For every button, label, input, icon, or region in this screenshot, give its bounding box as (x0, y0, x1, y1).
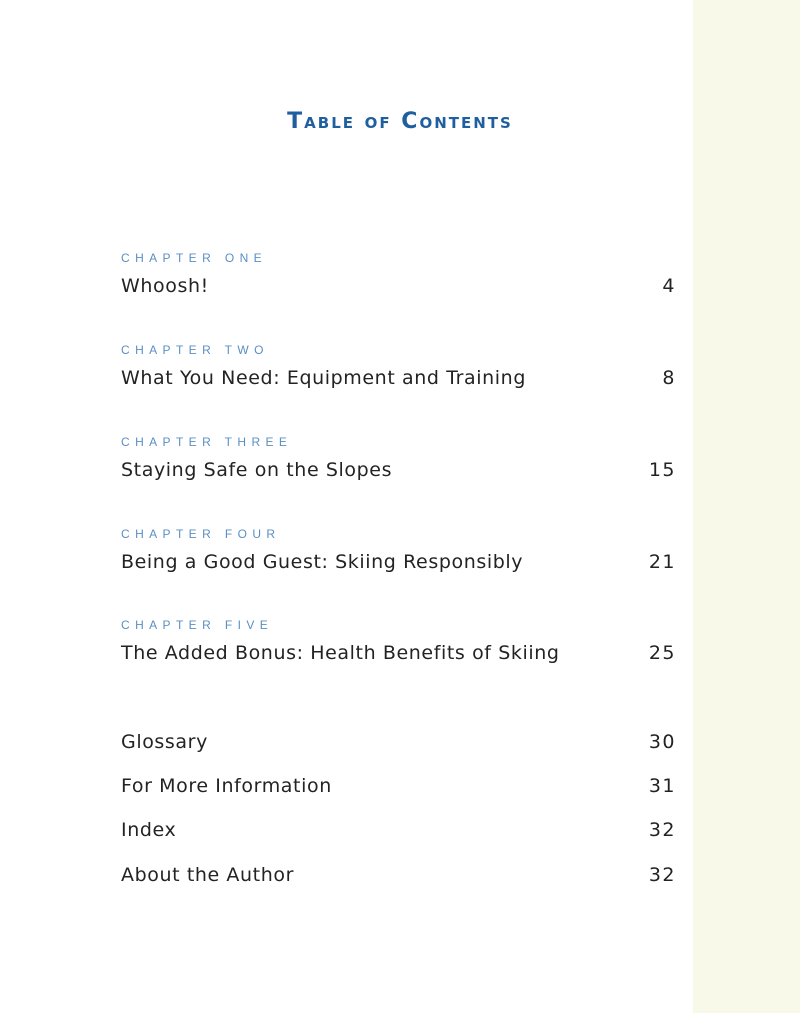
section-title: Glossary (121, 731, 208, 753)
page-number: 4 (662, 275, 676, 297)
page-number: 31 (648, 775, 676, 797)
toc-row (121, 817, 676, 843)
page-number: 15 (648, 459, 676, 481)
toc-row (121, 457, 676, 483)
page-number: 32 (648, 864, 676, 886)
chapter-title: The Added Bonus: Health Benefits of Skiing (121, 642, 560, 664)
toc-row (121, 862, 676, 888)
chapter-title: Staying Safe on the Slopes (121, 459, 393, 481)
toc-back-matter-entry[interactable] (121, 729, 676, 755)
toc-back-matter-entry[interactable] (121, 817, 676, 843)
chapter-title: What You Need: Equipment and Training (121, 367, 526, 389)
chapter-number-label: CHAPTER THREE (121, 435, 293, 449)
section-title: Index (121, 819, 177, 841)
toc-chapter-entry[interactable] (121, 618, 676, 666)
toc-chapter-entry[interactable] (121, 527, 676, 575)
page-number: 8 (662, 367, 676, 389)
toc-row (121, 773, 676, 799)
toc-back-matter-entry[interactable] (121, 862, 676, 888)
toc-row (121, 729, 676, 755)
toc-row (121, 640, 676, 666)
chapter-title: Whoosh! (121, 275, 209, 297)
section-title: For More Information (121, 775, 332, 797)
toc-row (121, 365, 676, 391)
section-title: About the Author (121, 864, 295, 886)
toc-chapter-entry[interactable] (121, 435, 676, 483)
side-margin-band (693, 0, 800, 1013)
toc-row (121, 549, 676, 575)
chapter-title: Being a Good Guest: Skiing Responsibly (121, 551, 524, 573)
page-number: 32 (648, 819, 676, 841)
page-number: 25 (648, 642, 676, 664)
chapter-number-label: CHAPTER FIVE (121, 618, 274, 632)
toc-chapter-entry[interactable] (121, 251, 676, 299)
chapter-number-label: CHAPTER FOUR (121, 527, 281, 541)
toc-back-matter-entry[interactable] (121, 773, 676, 799)
chapter-number-label: CHAPTER ONE (121, 251, 268, 265)
page-number: 30 (648, 731, 676, 753)
page-number: 21 (648, 551, 676, 573)
chapter-number-label: CHAPTER TWO (121, 343, 269, 357)
toc-chapter-entry[interactable] (121, 343, 676, 391)
toc-heading: Table of Contents (287, 109, 513, 134)
toc-row (121, 273, 676, 299)
